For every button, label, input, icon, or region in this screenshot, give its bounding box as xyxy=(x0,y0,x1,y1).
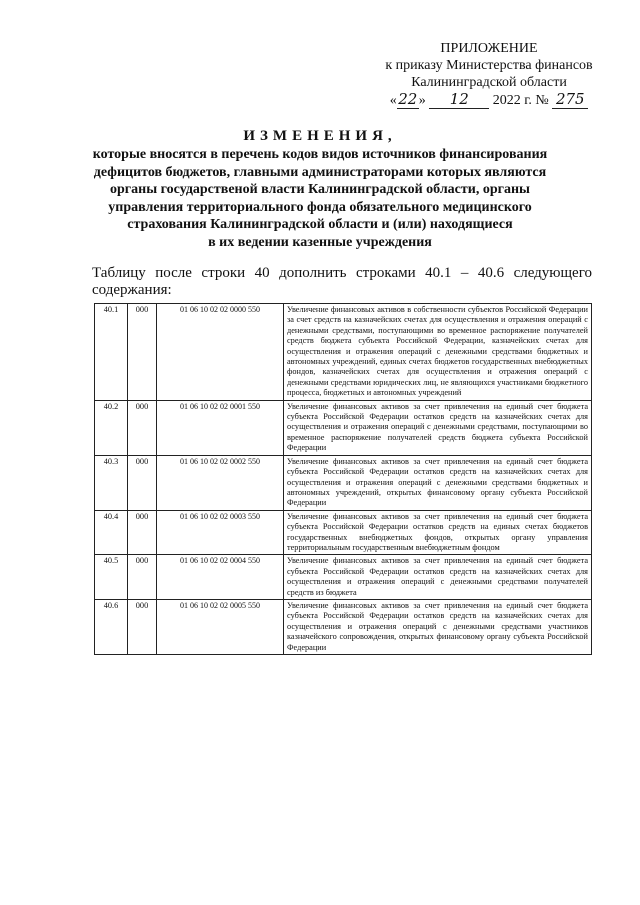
changes-table xyxy=(94,303,592,655)
title-heading: ИЗМЕНЕНИЯ, xyxy=(243,128,397,144)
title-line: страхования Калининградской области и (или) находящиеся xyxy=(127,217,513,232)
title-line: в их ведении казенные учреждения xyxy=(208,234,432,250)
source-description: Увеличение финансовых активов за счет привлечения на единый счет бюджета субъекта Российской Федерации остатков средств на единых счетах бюджетов государственных внебюджетных фондов, открытых органу управления территориальным государственным внебюджетным фондом xyxy=(284,510,592,555)
admin-code: 000 xyxy=(128,455,157,510)
title-line: дефицитов бюджетов, главными администраторами которых являются xyxy=(93,164,547,180)
admin-code: 000 xyxy=(128,400,157,455)
source-code: 01 06 10 02 02 0005 550 xyxy=(157,599,284,654)
intro-paragraph: Таблицу после строки 40 дополнить строками 40.1 – 40.6 следующего содержания: xyxy=(92,265,592,298)
source-code: 01 06 10 02 02 0001 550 xyxy=(157,400,284,455)
order-reference: к приказу Министерства финансов xyxy=(385,58,593,73)
quote-close: » xyxy=(418,93,426,108)
document-title xyxy=(60,127,580,251)
row-number: 40.1 xyxy=(95,304,128,401)
table-row xyxy=(95,599,592,654)
source-description: Увеличение финансовых активов за счет привлечения на единый счет бюджета субъекта Российской Федерации остатков средств на казначейских счетах для осуществления и отражения операций с денежными средствами бюджетных и автономных учреждений, открытых финансовому органу субъекта Российской Федерации xyxy=(284,455,592,510)
row-number: 40.6 xyxy=(95,599,128,654)
source-description: Увеличение финансовых активов в собственности субъектов Российской Федерации за счет средств на казначейских счетах для осуществления и отражения операций с денежными средствами, поступающими во временное распоряжение получателей средств бюджета субъекта Российской Федерации, казначейских счетах для осуществления и отражения операций с денежными средствами бюджетных и автономных учреждений, единых счетах бюджетов государственных внебюджетных фондов, казначейских счетах для осуществления и отражения операций с денежными средствами юридических лиц, не являющихся участниками бюджетного процесса, бюджетных и автономных учреждений xyxy=(284,304,592,401)
title-line: которые вносятся в перечень кодов видов источников финансирования xyxy=(92,147,548,162)
source-description: Увеличение финансовых активов за счет привлечения на единый счет бюджета субъекта Российской Федерации остатков средств на казначейских счетах для осуществления и отражения операций с денежными средствами участников казначейского сопровождения, открытых финансовому органу субъекта Российской Федерации xyxy=(284,599,592,654)
order-date-number xyxy=(358,91,620,109)
source-code: 01 06 10 02 02 0000 550 xyxy=(157,304,284,401)
row-number: 40.3 xyxy=(95,455,128,510)
title-line: управления территориального фонда обязательного медицинского xyxy=(108,199,532,215)
title-line: органы государственой власти Калининградской области, органы xyxy=(110,182,530,197)
row-number: 40.4 xyxy=(95,510,128,555)
quote-open: « xyxy=(389,93,397,108)
source-description: Увеличение финансовых активов за счет привлечения на единый счет бюджета субъекта Российской Федерации остатков средств на казначейских счетах для осуществления и отражения операций с денежными средствами получателей средств из бюджета xyxy=(284,555,592,600)
admin-code: 000 xyxy=(128,555,157,600)
admin-code: 000 xyxy=(128,304,157,401)
source-code: 01 06 10 02 02 0004 550 xyxy=(157,555,284,600)
row-number: 40.5 xyxy=(95,555,128,600)
source-description: Увеличение финансовых активов за счет привлечения на единый счет бюджета субъекта Российской Федерации остатков средств на казначейских счетах для осуществления и отражения операций с денежными средствами, поступающими во временное распоряжение получателей средств бюджета субъекта Российской Федерации xyxy=(284,400,592,455)
admin-code: 000 xyxy=(128,599,157,654)
admin-code: 000 xyxy=(128,510,157,555)
table-row xyxy=(95,400,592,455)
table-row xyxy=(95,510,592,555)
table-row xyxy=(95,455,592,510)
source-code: 01 06 10 02 02 0002 550 xyxy=(157,455,284,510)
region-name: Калининградской области xyxy=(411,75,567,90)
appendix-header xyxy=(358,40,620,109)
source-code: 01 06 10 02 02 0003 550 xyxy=(157,510,284,555)
appendix-label: ПРИЛОЖЕНИЕ xyxy=(440,41,538,56)
table-row xyxy=(95,304,592,401)
order-year: 2022 г. № xyxy=(492,93,549,108)
table-row xyxy=(95,555,592,600)
order-month: 12 xyxy=(429,91,489,109)
row-number: 40.2 xyxy=(95,400,128,455)
order-number: 275 xyxy=(552,91,588,109)
order-day: 22 xyxy=(398,90,418,108)
